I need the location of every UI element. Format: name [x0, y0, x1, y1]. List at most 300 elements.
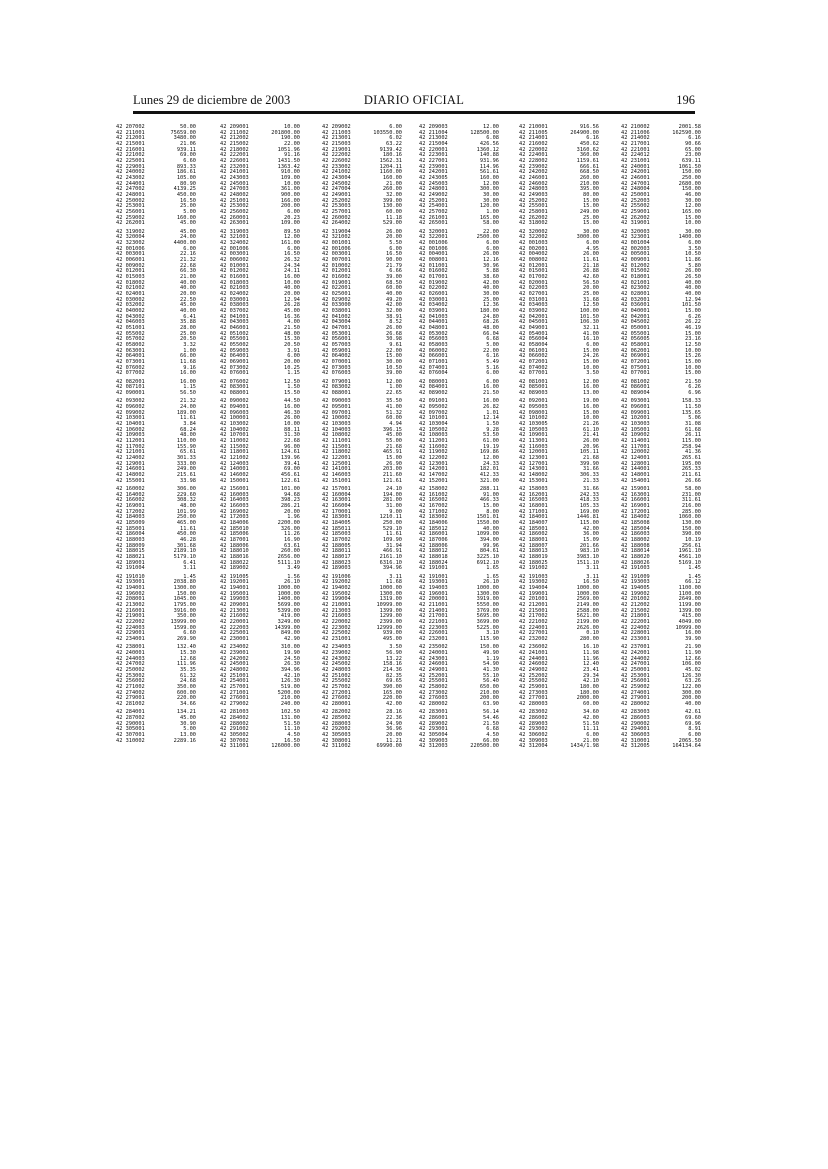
item-code: 42 282002 [322, 709, 351, 716]
item-value: 90.66 [685, 141, 701, 148]
item-value: 13.00 [583, 390, 599, 397]
item-value: 60.00 [386, 209, 402, 216]
item-code: 42 028001 [621, 291, 650, 298]
item-value: 101.00 [280, 486, 300, 493]
item-code: 42 095001 [322, 404, 351, 411]
item-code: 42 323002 [116, 240, 145, 247]
item-value: 16.00 [483, 398, 499, 405]
item-value: 41.00 [386, 404, 402, 411]
item-value: 4561.10 [678, 554, 701, 561]
item-value: 48.00 [180, 503, 196, 510]
item-code: 42 047001 [322, 325, 351, 332]
item-code: 42 118001 [220, 449, 249, 456]
item-value: 155.90 [176, 443, 196, 450]
item-value: 350.00 [176, 684, 196, 691]
item-value: 1210.11 [379, 514, 402, 521]
item-value: 250.00 [681, 175, 701, 182]
item-code: 42 286003 [621, 715, 650, 722]
item-code: 42 124002 [116, 455, 145, 462]
item-code: 42 305001 [116, 726, 145, 733]
item-code: 42 158003 [519, 486, 548, 493]
item-value: 12.36 [483, 302, 499, 309]
item-value: 68.26 [483, 319, 499, 326]
item-value: 26.00 [284, 415, 300, 422]
item-code: 42 283001 [419, 709, 448, 716]
item-code: 42 063001 [116, 347, 145, 354]
item-value: 220500.00 [470, 743, 499, 750]
item-value: 21.79 [386, 262, 402, 269]
item-code: 42 091001 [419, 398, 448, 405]
item-value: 49.90 [483, 650, 499, 657]
item-code: 42 210002 [621, 124, 650, 130]
item-value: 390.00 [382, 684, 402, 691]
item-code: 42 188005 [322, 542, 351, 549]
item-code: 42 281002 [116, 701, 145, 708]
item-code: 42 159001 [621, 486, 650, 493]
item-code: 42 140001 [220, 466, 249, 473]
item-code: 42 113001 [519, 438, 548, 445]
item-value: 35.35 [180, 667, 196, 674]
item-code: 42 248002 [220, 667, 249, 674]
item-value: 1061.50 [678, 163, 701, 170]
item-value: 6.41 [183, 559, 196, 566]
item-code: 42 222001 [621, 619, 650, 626]
item-code: 42 306002 [519, 732, 548, 739]
item-value: 2588.00 [576, 607, 599, 614]
item-value: 15.50 [284, 390, 300, 397]
item-value: 180.00 [579, 689, 599, 696]
item-code: 42 188008 [621, 542, 650, 549]
item-value: 36.00 [583, 531, 599, 538]
item-code: 42 142001 [419, 466, 448, 473]
item-code: 42 040002 [116, 308, 145, 315]
item-code: 42 240001 [621, 163, 650, 170]
item-value: 26.90 [386, 460, 402, 467]
item-value: 10.00 [685, 220, 701, 227]
item-value: 134.21 [176, 709, 196, 716]
item-code: 42 220002 [322, 619, 351, 626]
item-code: 42 015001 [519, 268, 548, 275]
item-code: 42 255001 [519, 203, 548, 210]
item-value: 200.00 [280, 203, 300, 210]
item-value: 35.88 [180, 319, 196, 326]
item-value: 8.91 [688, 726, 701, 733]
item-value: 22.65 [386, 390, 402, 397]
item-value: 11.18 [386, 214, 402, 221]
item-value: 26.28 [284, 302, 300, 309]
item-value: 21.26 [583, 421, 599, 428]
item-value: 10.00 [685, 364, 701, 371]
item-code: 42 150001 [220, 477, 249, 484]
item-value: 38.60 [483, 274, 499, 281]
item-value: 40.00 [180, 308, 196, 315]
item-value: 126.30 [681, 672, 701, 679]
item-code: 42 227001 [419, 158, 448, 165]
item-value: 10.25 [284, 364, 300, 371]
item-code: 42 166004 [322, 503, 351, 510]
list-item [519, 744, 599, 750]
item-code: 42 260002 [322, 214, 351, 221]
item-value: 6.08 [486, 135, 499, 142]
list-item [322, 744, 402, 750]
item-value: 3.50 [688, 245, 701, 252]
item-value: 15.30 [180, 650, 196, 657]
item-code: 42 293002 [519, 726, 548, 733]
item-code: 42 257001 [220, 684, 249, 691]
item-code: 42 059003 [220, 347, 249, 354]
item-code: 42 079001 [322, 378, 351, 385]
item-code: 42 187006 [419, 537, 448, 544]
item-value: 55.00 [386, 438, 402, 445]
item-code: 42 106002 [116, 426, 145, 433]
item-code: 42 246002 [519, 661, 548, 668]
item-code: 42 146001 [116, 466, 145, 473]
item-code: 42 212001 [116, 135, 145, 142]
item-value: 11.26 [284, 531, 300, 538]
item-code: 42 185006 [220, 531, 249, 538]
item-code: 42 154001 [621, 477, 650, 484]
item-code: 42 255002 [621, 203, 650, 210]
item-code: 42 259002 [116, 214, 145, 221]
item-code: 42 076004 [419, 370, 448, 377]
item-code: 42 188009 [116, 542, 145, 549]
item-code: 42 215002 [621, 607, 650, 614]
item-value: 2199.00 [576, 619, 599, 626]
item-code: 42 232001 [419, 636, 448, 643]
item-code: 42 156001 [220, 486, 249, 493]
item-value: 16.50 [180, 197, 196, 204]
item-value: 6.00 [287, 245, 300, 252]
item-value: 61.00 [483, 438, 499, 445]
item-code: 42 166003 [220, 503, 249, 510]
item-code: 42 191006 [322, 573, 351, 580]
item-value: 46.00 [685, 192, 701, 199]
list-item [220, 744, 300, 750]
item-code: 42 049001 [519, 325, 548, 332]
item-value: 2065.50 [678, 737, 701, 744]
item-code: 42 069001 [621, 353, 650, 360]
item-code: 42 188022 [220, 559, 249, 566]
item-code: 42 070001 [322, 359, 351, 366]
item-value: 3.10 [486, 630, 499, 637]
item-value: 69.60 [685, 715, 701, 722]
item-code: 42 172001 [621, 508, 650, 515]
item-value: 16.00 [284, 274, 300, 281]
item-code: 42 283002 [519, 709, 548, 716]
item-value: 41.00 [583, 330, 599, 337]
item-value: 28.00 [180, 325, 196, 332]
item-value: 3699.00 [476, 619, 499, 626]
item-value: 40.00 [284, 285, 300, 292]
item-value: 333.00 [176, 460, 196, 467]
item-value: 220.00 [176, 695, 196, 702]
item-code: 42 232002 [519, 636, 548, 643]
item-code: 42 188002 [621, 537, 650, 544]
item-value: 48.00 [284, 330, 300, 337]
item-code: 42 217001 [621, 141, 650, 148]
item-code: 42 188020 [621, 554, 650, 561]
item-value: 10999.00 [376, 602, 402, 609]
item-value: 10.00 [284, 180, 300, 187]
item-value: 130.00 [681, 520, 701, 527]
item-value: 60.00 [386, 415, 402, 422]
item-code: 42 098001 [519, 409, 548, 416]
item-value: 115.90 [479, 636, 499, 643]
item-code: 42 185008 [621, 520, 650, 527]
item-value: 66.00 [483, 737, 499, 744]
item-value: 395.00 [579, 186, 599, 193]
item-code: 42 110002 [220, 438, 249, 445]
item-value: 5695.00 [476, 613, 499, 620]
item-value: 16.00 [180, 370, 196, 377]
item-value: 56.40 [483, 678, 499, 685]
item-value: 88.11 [284, 426, 300, 433]
item-value: 16.00 [483, 384, 499, 391]
item-code: 42 193003 [621, 579, 650, 586]
item-code: 42 218002 [220, 146, 249, 153]
item-value: 51.50 [284, 720, 300, 727]
item-value: 91.00 [483, 491, 499, 498]
item-code: 42 012002 [220, 268, 249, 275]
item-code: 42 213001 [322, 135, 351, 142]
item-code: 42 034003 [519, 302, 548, 309]
item-value: 42.00 [386, 302, 402, 309]
item-code: 42 087101 [116, 384, 145, 391]
item-value: 26.11 [685, 432, 701, 439]
item-value: 285.00 [681, 508, 701, 515]
item-code: 42 312004 [519, 743, 548, 750]
item-value: 561.61 [479, 169, 499, 176]
item-code: 42 321001 [220, 234, 249, 241]
item-value: 2200.00 [277, 520, 300, 527]
item-code: 42 090003 [322, 398, 351, 405]
item-value: 11.50 [685, 404, 701, 411]
item-value: 26.22 [685, 319, 701, 326]
item-value: 5621.00 [576, 613, 599, 620]
item-code: 42 021001 [621, 279, 650, 286]
item-value: 2399.00 [379, 619, 402, 626]
item-code: 42 144001 [621, 466, 650, 473]
item-code: 42 245002 [322, 180, 351, 187]
item-code: 42 003001 [322, 251, 351, 258]
item-value: 45.00 [180, 220, 196, 227]
item-value: 11.68 [180, 359, 196, 366]
item-value: 26.50 [685, 274, 701, 281]
item-value: 11.86 [685, 257, 701, 264]
item-code: 42 319001 [621, 220, 650, 227]
item-code: 42 123001 [419, 460, 448, 467]
item-value: 5200.00 [277, 689, 300, 696]
item-value: 12.50 [583, 302, 599, 309]
item-value: 1446.81 [576, 514, 599, 521]
item-value: 3.91 [287, 347, 300, 354]
item-value: 10.00 [583, 415, 599, 422]
item-code: 42 045001 [519, 319, 548, 326]
item-code: 42 072001 [621, 359, 650, 366]
item-value: 6.68 [486, 336, 499, 343]
item-code: 42 220001 [419, 146, 448, 153]
item-value: 6.00 [183, 245, 196, 252]
item-code: 42 171001 [519, 508, 548, 515]
item-code: 42 322001 [419, 234, 448, 241]
item-value: 2038.80 [173, 579, 196, 586]
item-value: 8.00 [486, 508, 499, 515]
item-code: 42 121001 [116, 449, 145, 456]
item-code: 42 102001 [621, 415, 650, 422]
item-value: 6.00 [688, 732, 701, 739]
item-code: 42 244002 [621, 655, 650, 662]
item-value: 916.56 [579, 124, 599, 130]
item-value: 15.00 [386, 353, 402, 360]
item-value: 1.50 [486, 421, 499, 428]
item-value: 1501.01 [476, 514, 499, 521]
item-value: 249.00 [176, 466, 196, 473]
item-code: 42 239001 [419, 163, 448, 170]
item-code: 42 165003 [519, 497, 548, 504]
item-code: 42 152001 [419, 477, 448, 484]
data-column [116, 125, 196, 744]
item-value: 45.00 [180, 715, 196, 722]
item-code: 42 016002 [322, 274, 351, 281]
item-value: 195.00 [681, 460, 701, 467]
item-code: 42 240001 [419, 650, 448, 657]
item-code: 42 188017 [322, 554, 351, 561]
item-value: 91.16 [284, 152, 300, 159]
item-code: 42 041002 [322, 313, 351, 320]
item-value: 426.56 [479, 141, 499, 148]
item-code: 42 252002 [519, 672, 548, 679]
item-value: 3.84 [183, 421, 196, 428]
item-code: 42 044001 [419, 319, 448, 326]
item-value: 40.00 [483, 525, 499, 532]
item-code: 42 187001 [220, 537, 249, 544]
item-code: 42 025001 [322, 291, 351, 298]
item-value: 16.10 [583, 336, 599, 343]
item-code: 42 262002 [519, 214, 548, 221]
item-code: 42 116002 [419, 443, 448, 450]
item-value: 15.00 [685, 214, 701, 221]
item-code: 42 090002 [220, 398, 249, 405]
item-code: 42 232001 [220, 163, 249, 170]
item-code: 42 250001 [621, 192, 650, 199]
item-code: 42 018001 [621, 274, 650, 281]
item-value: 6.00 [389, 124, 402, 130]
item-value: 12.00 [284, 234, 300, 241]
item-code: 42 199004 [322, 596, 351, 603]
item-code: 42 073003 [322, 364, 351, 371]
item-value: 161.00 [280, 240, 300, 247]
item-value: 415.00 [681, 613, 701, 620]
item-value: 101.50 [681, 302, 701, 309]
item-value: 11.61 [180, 525, 196, 532]
item-code: 42 320004 [116, 234, 145, 241]
item-code: 42 248004 [621, 186, 650, 193]
item-code: 42 022002 [419, 285, 448, 292]
item-code: 42 280002 [419, 701, 448, 708]
item-value: 11.61 [583, 257, 599, 264]
item-value: 399.00 [382, 197, 402, 204]
item-code: 42 172003 [220, 514, 249, 521]
item-value: 160.00 [176, 214, 196, 221]
item-code: 42 201001 [519, 596, 548, 603]
item-value: 529.00 [382, 220, 402, 227]
item-code: 42 112001 [419, 438, 448, 445]
item-code: 42 039001 [419, 308, 448, 315]
item-code: 42 148002 [116, 472, 145, 479]
item-value: 58.00 [483, 220, 499, 227]
item-code: 42 117002 [116, 443, 145, 450]
item-code: 42 069001 [220, 359, 249, 366]
item-code: 42 015002 [621, 268, 650, 275]
item-value: 26.10 [284, 579, 300, 586]
list-item [322, 371, 402, 377]
item-code: 42 094001 [220, 404, 249, 411]
item-value: 9.61 [389, 342, 402, 349]
item-value: 19.19 [483, 443, 499, 450]
item-value: 265.61 [681, 455, 701, 462]
item-value: 529.10 [382, 525, 402, 532]
item-value: 249.00 [579, 209, 599, 216]
header-title: DIARIO OFICIAL [363, 93, 465, 107]
item-code: 42 211001 [116, 129, 145, 136]
item-code: 42 101001 [419, 415, 448, 422]
item-value: 50.00 [180, 124, 196, 130]
item-code: 42 089002 [419, 390, 448, 397]
item-value: 54.90 [483, 661, 499, 668]
item-value: 5169.10 [678, 559, 701, 566]
item-code: 42 265001 [419, 220, 448, 227]
item-value: 10.00 [284, 124, 300, 130]
item-value: 150.00 [681, 186, 701, 193]
item-code: 42 163001 [621, 491, 650, 498]
item-value: 2289.16 [173, 737, 196, 744]
item-value: 40.00 [685, 291, 701, 298]
list-item [116, 221, 196, 227]
item-value: 288.11 [479, 486, 499, 493]
item-value: 26.88 [583, 268, 599, 275]
item-value: 5699.00 [277, 602, 300, 609]
item-value: 2001.58 [678, 124, 701, 130]
item-code: 42 129001 [116, 460, 145, 467]
item-code: 42 222001 [220, 152, 249, 159]
item-code: 42 247001 [621, 661, 650, 668]
item-code: 42 127001 [519, 460, 548, 467]
item-code: 42 122001 [322, 455, 351, 462]
item-value: 109.90 [382, 537, 402, 544]
item-code: 42 100002 [322, 415, 351, 422]
item-value: 1000.00 [277, 590, 300, 597]
item-value: 300.00 [681, 689, 701, 696]
price-columns [116, 125, 713, 1025]
item-code: 42 111001 [322, 438, 351, 445]
item-value: 6.00 [486, 378, 499, 385]
item-code: 42 086001 [621, 384, 650, 391]
item-code: 42 192002 [322, 579, 351, 586]
item-code: 42 211002 [220, 129, 249, 136]
list-item [519, 371, 599, 377]
item-code: 42 259001 [519, 684, 548, 691]
item-code: 42 192001 [220, 579, 249, 586]
item-code: 42 279001 [116, 695, 145, 702]
item-value: 12.94 [685, 296, 701, 303]
item-value: 24.90 [386, 720, 402, 727]
item-code: 42 215003 [322, 141, 351, 148]
item-value: 350.00 [176, 613, 196, 620]
item-value: 150.00 [681, 525, 701, 532]
item-code: 42 213001 [220, 607, 249, 614]
item-code: 42 228001 [621, 630, 650, 637]
item-code: 42 170001 [322, 508, 351, 515]
